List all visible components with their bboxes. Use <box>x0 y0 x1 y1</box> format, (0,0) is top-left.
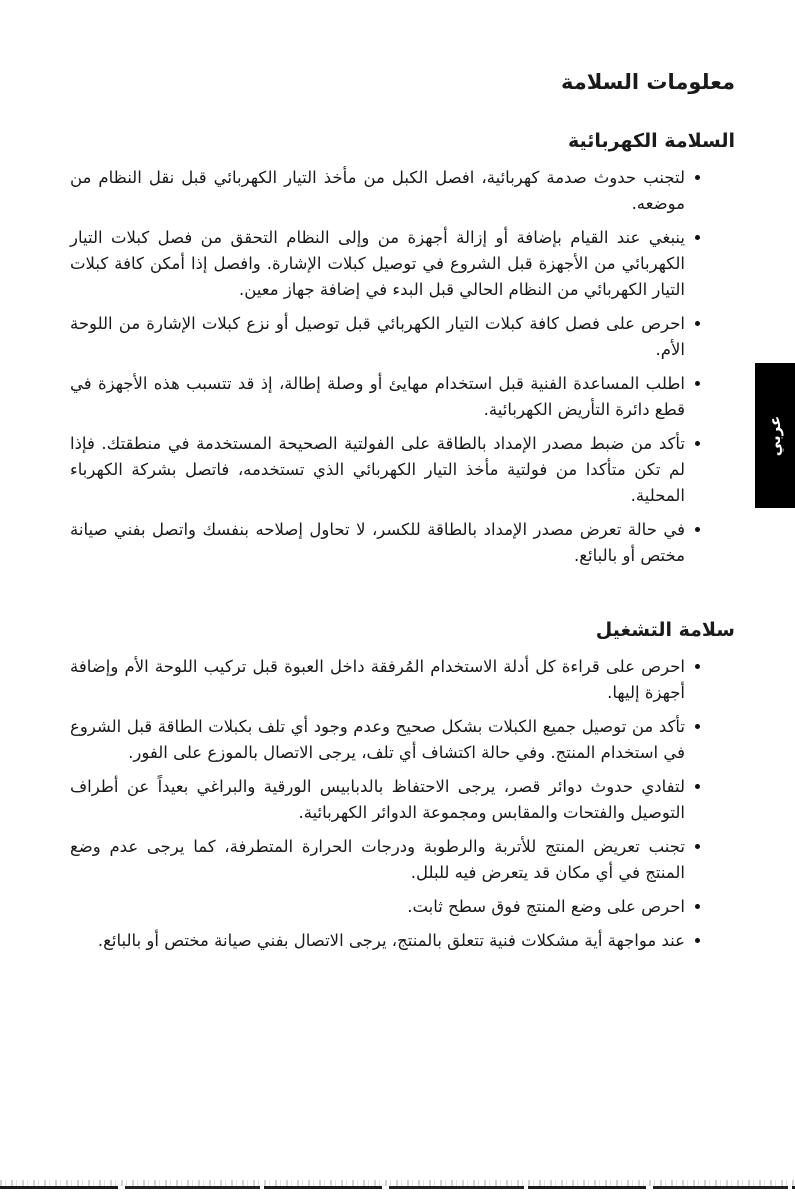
bullet-icon <box>695 321 700 326</box>
language-tab-label: عربي <box>766 415 785 456</box>
scan-page-edge-artifact <box>0 1180 795 1192</box>
list-item-text: ينبغي عند القيام بإضافة أو إزالة أجهزة من وإلى النظام التحقق من فصل كبلات التيار الكهربائي من الأجهزة قبل الشروع في توصيل كبلات الإشارة. وافصل إذا أمكن كافة كبلات التيار الكهربائي من النظام الحالي قبل البدء في إضافة جهاز معين. <box>70 228 685 299</box>
bullet-icon <box>695 784 700 789</box>
list-item-text: احرص على قراءة كل أدلة الاستخدام المُرفقة داخل العبوة قبل تركيب اللوحة الأم وإضافة أجهزة إليها. <box>70 657 685 702</box>
bullet-icon <box>695 175 700 180</box>
section-heading-operation-safety: سلامة التشغيل <box>595 619 735 641</box>
bullet-icon <box>695 844 700 849</box>
operation-safety-list <box>70 654 735 954</box>
list-item <box>70 654 685 706</box>
list-item <box>70 371 685 423</box>
list-item-text: لتجنب حدوث صدمة كهربائية، افصل الكبل من مأخذ التيار الكهربائي قبل نقل النظام من موضعه. <box>70 168 685 213</box>
bullet-icon <box>695 381 700 386</box>
list-item <box>70 774 685 826</box>
electrical-safety-list <box>70 165 735 569</box>
bullet-icon <box>695 441 700 446</box>
list-item <box>70 714 685 766</box>
list-item-text: في حالة تعرض مصدر الإمداد بالطاقة للكسر، لا تحاول إصلاحه بنفسك واتصل بفني صيانة مختص أو بالبائع. <box>70 520 685 565</box>
list-item-text: احرص على فصل كافة كبلات التيار الكهربائي قبل توصيل أو نزع كبلات الإشارة من اللوحة الأم. <box>70 314 685 359</box>
bullet-icon <box>695 664 700 669</box>
list-item-text: احرص على وضع المنتج فوق سطح ثابت. <box>407 897 685 916</box>
bullet-icon <box>695 527 700 532</box>
list-item-text: عند مواجهة أية مشكلات فنية تتعلق بالمنتج، يرجى الاتصال بفني صيانة مختص أو بالبائع. <box>97 931 685 950</box>
bullet-icon <box>695 904 700 909</box>
bullet-icon <box>695 724 700 729</box>
list-item <box>70 834 685 886</box>
list-item <box>70 225 685 303</box>
section-heading-electrical-safety: السلامة الكهربائية <box>567 130 735 152</box>
bullet-icon <box>695 235 700 240</box>
list-item <box>70 928 685 954</box>
list-item-text: تجنب تعريض المنتج للأتربة والرطوبة ودرجات الحرارة المتطرفة، كما يرجى عدم وضع المنتج في أي مكان قد يتعرض فيه للبلل. <box>70 837 685 882</box>
bullet-icon <box>695 938 700 943</box>
list-item <box>70 894 685 920</box>
list-item <box>70 431 685 509</box>
list-item <box>70 517 685 569</box>
page-content <box>70 0 735 962</box>
scan-edge-line <box>0 1186 795 1189</box>
list-item-text: لتفادي حدوث دوائر قصر، يرجى الاحتفاظ بالدبابيس الورقية والبراغي بعيداً عن أطراف التوصيل والفتحات والمقابس ومجموعة الدوائر الكهربائية. <box>70 777 685 822</box>
list-item-text: تأكد من توصيل جميع الكبلات بشكل صحيح وعدم وجود أي تلف بكبلات الطاقة قبل الشروع في استخدام المنتج. وفي حالة اكتشاف أي تلف، يرجى الاتصال بالموزع على الفور. <box>70 717 685 762</box>
list-item-text: تأكد من ضبط مصدر الإمداد بالطاقة على الفولتية الصحيحة المستخدمة في منطقتك. فإذا لم تكن متأكدا من فولتية مأخذ التيار الكهربائي الذي تستخدمه، فاتصل بشركة الكهرباء المحلية. <box>70 434 685 505</box>
language-side-tab <box>755 363 795 508</box>
list-item <box>70 311 685 363</box>
list-item-text: اطلب المساعدة الفنية قبل استخدام مهايئ أو وصلة إطالة، إذ قد تتسبب هذه الأجهزة في قطع دائرة التأريض الكهربائية. <box>70 374 685 419</box>
page-title: معلومات السلامة <box>560 70 735 94</box>
list-item <box>70 165 685 217</box>
